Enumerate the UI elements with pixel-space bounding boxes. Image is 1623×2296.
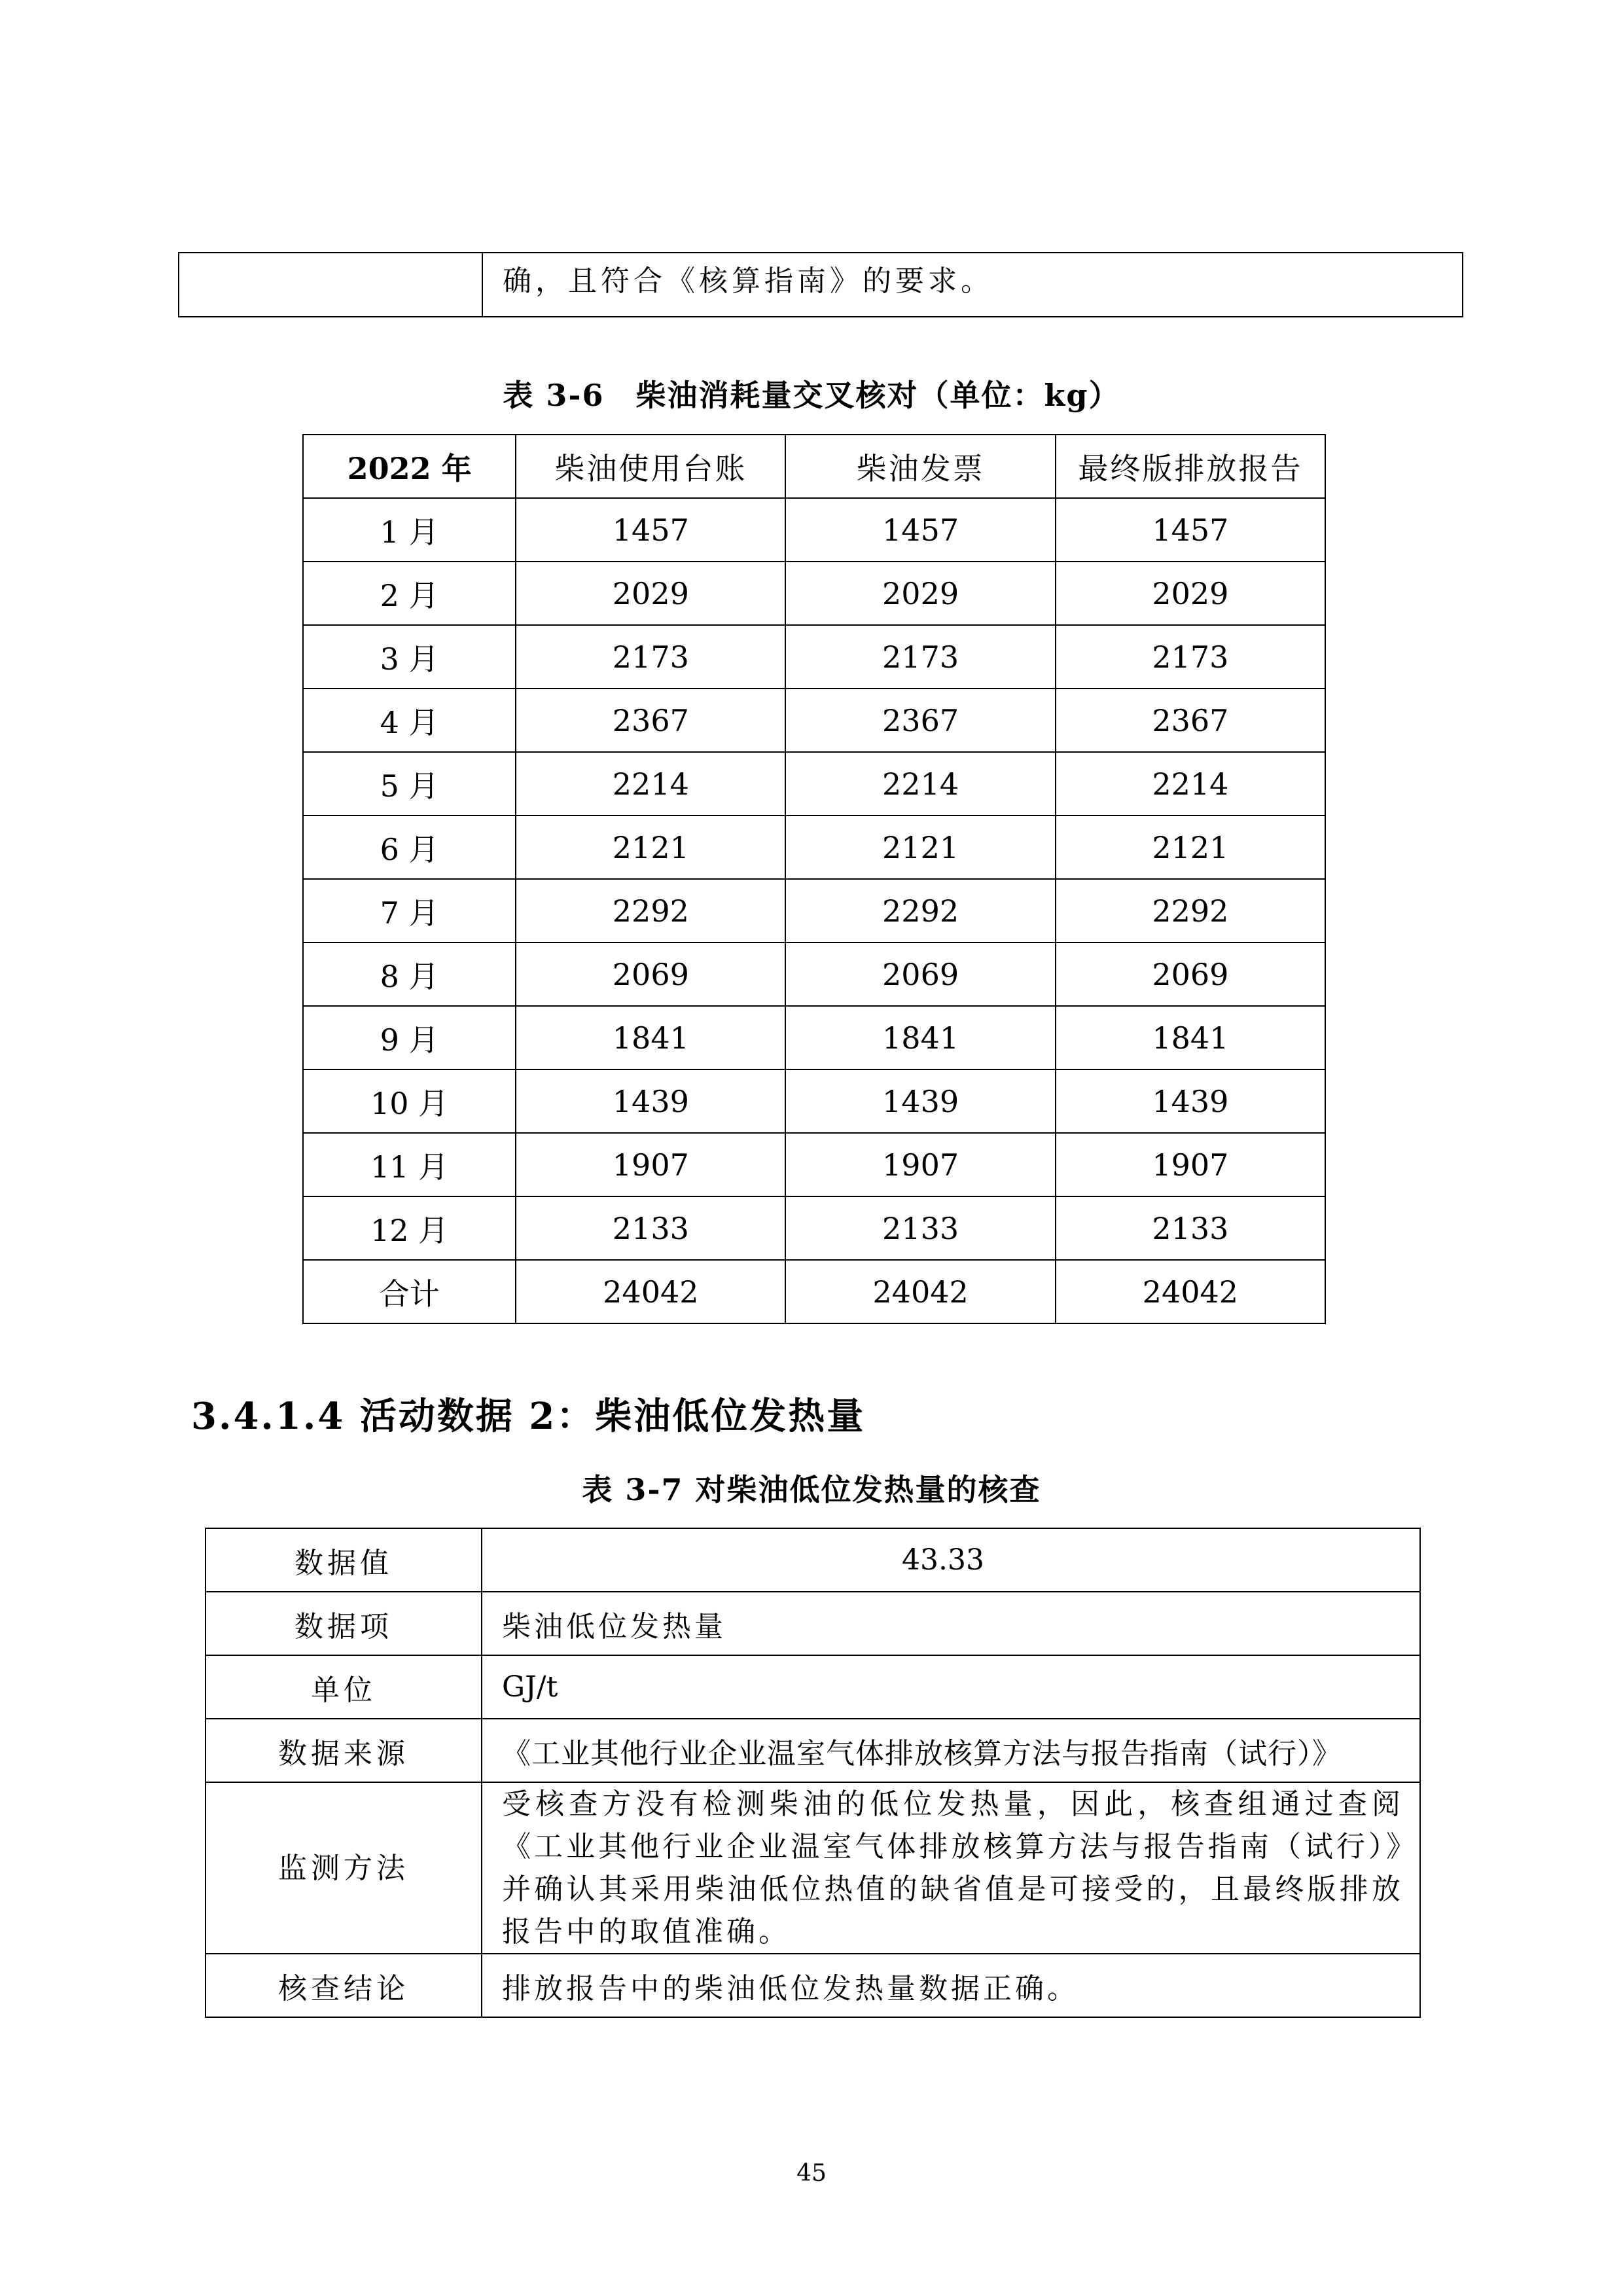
- month-cell: 10 月: [303, 1069, 516, 1133]
- row-label: 数据项: [205, 1592, 482, 1655]
- value-cell: 1439: [516, 1069, 785, 1133]
- value-cell: 2121: [1056, 816, 1325, 879]
- value-cell: 2029: [1056, 562, 1325, 625]
- column-header-year: 2022 年: [303, 435, 516, 498]
- value-cell: 2367: [1056, 689, 1325, 752]
- table-row: [303, 1006, 1325, 1069]
- section-heading: 3.4.1.4 活动数据 2：柴油低位发热量: [191, 1395, 866, 1438]
- table-header-row: [303, 435, 1325, 498]
- table-row: [205, 1655, 1420, 1719]
- value-cell: 2214: [1056, 752, 1325, 816]
- value-cell: 2069: [1056, 942, 1325, 1006]
- value-cell: 2133: [1056, 1196, 1325, 1260]
- month-cell: 3 月: [303, 625, 516, 689]
- table-row: [205, 1719, 1420, 1782]
- row-label: 单位: [205, 1655, 482, 1719]
- table-row: [303, 879, 1325, 942]
- row-value: GJ/t: [482, 1655, 1420, 1719]
- column-header-invoice: 柴油发票: [785, 435, 1055, 498]
- table-row: [303, 1260, 1325, 1323]
- month-cell: 4 月: [303, 689, 516, 752]
- value-cell: 2133: [785, 1196, 1055, 1260]
- value-cell: 2173: [516, 625, 785, 689]
- value-cell: 1907: [1056, 1133, 1325, 1196]
- row-value: 《工业其他行业企业温室气体排放核算方法与报告指南（试行）》: [482, 1719, 1420, 1782]
- table-caption: 表 3-6 柴油消耗量交叉核对（单位：kg）: [503, 378, 1120, 413]
- row-value: 柴油低位发热量: [482, 1592, 1420, 1655]
- value-cell: 1841: [1056, 1006, 1325, 1069]
- table-row: [205, 1782, 1420, 1954]
- month-cell: 12 月: [303, 1196, 516, 1260]
- table-row: [303, 689, 1325, 752]
- value-cell: 2367: [785, 689, 1055, 752]
- value-cell: 2133: [516, 1196, 785, 1260]
- value-cell: 1439: [1056, 1069, 1325, 1133]
- table-row: [303, 816, 1325, 879]
- row-label: 数据值: [205, 1528, 482, 1592]
- value-cell: 1457: [785, 498, 1055, 562]
- value-cell: 2029: [785, 562, 1055, 625]
- table-row: [303, 942, 1325, 1006]
- month-cell: 2 月: [303, 562, 516, 625]
- table-row: [303, 625, 1325, 689]
- table-row: [205, 1528, 1420, 1592]
- diesel-consumption-table: [302, 434, 1326, 1324]
- column-header-ledger: 柴油使用台账: [516, 435, 785, 498]
- value-cell: 2029: [516, 562, 785, 625]
- ncv-verification-table: [205, 1528, 1421, 2018]
- value-cell: 24042: [785, 1260, 1055, 1323]
- value-cell: 2069: [785, 942, 1055, 1006]
- table-row: [205, 1592, 1420, 1655]
- month-cell: 7 月: [303, 879, 516, 942]
- row-value: 43.33: [482, 1528, 1420, 1592]
- value-cell: 2173: [785, 625, 1055, 689]
- empty-cell: [179, 253, 482, 317]
- value-cell: 1841: [785, 1006, 1055, 1069]
- row-value: 排放报告中的柴油低位发热量数据正确。: [482, 1954, 1420, 2017]
- table-row: [303, 498, 1325, 562]
- row-label: 监测方法: [205, 1782, 482, 1954]
- value-cell: 2121: [516, 816, 785, 879]
- continuation-text: 确，且符合《核算指南》的要求。: [482, 253, 1463, 317]
- continuation-table: [178, 252, 1463, 317]
- value-cell: 1457: [516, 498, 785, 562]
- month-cell: 1 月: [303, 498, 516, 562]
- table-row: [303, 752, 1325, 816]
- column-header-report: 最终版排放报告: [1056, 435, 1325, 498]
- table-row: [205, 1954, 1420, 2017]
- value-cell: 24042: [1056, 1260, 1325, 1323]
- row-label: 数据来源: [205, 1719, 482, 1782]
- page-number: 45: [796, 2160, 827, 2187]
- value-cell: 2069: [516, 942, 785, 1006]
- month-cell: 8 月: [303, 942, 516, 1006]
- table-row: [303, 1069, 1325, 1133]
- value-cell: 2292: [516, 879, 785, 942]
- row-value: 受核查方没有检测柴油的低位发热量，因此，核查组通过查阅《工业其他行业企业温室气体排放核算方法与报告指南（试行）》并确认其采用柴油低位热值的缺省值是可接受的，且最终版排放报告中的取值准确。: [482, 1782, 1420, 1954]
- value-cell: 2292: [785, 879, 1055, 942]
- value-cell: 2214: [516, 752, 785, 816]
- table-row: [303, 562, 1325, 625]
- value-cell: 1907: [785, 1133, 1055, 1196]
- table-row: [179, 253, 1463, 317]
- table-row: [303, 1133, 1325, 1196]
- value-cell: 2214: [785, 752, 1055, 816]
- value-cell: 2121: [785, 816, 1055, 879]
- month-cell: 9 月: [303, 1006, 516, 1069]
- value-cell: 24042: [516, 1260, 785, 1323]
- month-cell: 5 月: [303, 752, 516, 816]
- row-label: 核查结论: [205, 1954, 482, 2017]
- value-cell: 1439: [785, 1069, 1055, 1133]
- value-cell: 1907: [516, 1133, 785, 1196]
- value-cell: 1457: [1056, 498, 1325, 562]
- month-cell: 11 月: [303, 1133, 516, 1196]
- value-cell: 2173: [1056, 625, 1325, 689]
- value-cell: 1841: [516, 1006, 785, 1069]
- value-cell: 2367: [516, 689, 785, 752]
- value-cell: 2292: [1056, 879, 1325, 942]
- table-caption: 表 3-7 对柴油低位发热量的核查: [582, 1472, 1041, 1507]
- table-row: [303, 1196, 1325, 1260]
- month-cell: 6 月: [303, 816, 516, 879]
- month-cell: 合计: [303, 1260, 516, 1323]
